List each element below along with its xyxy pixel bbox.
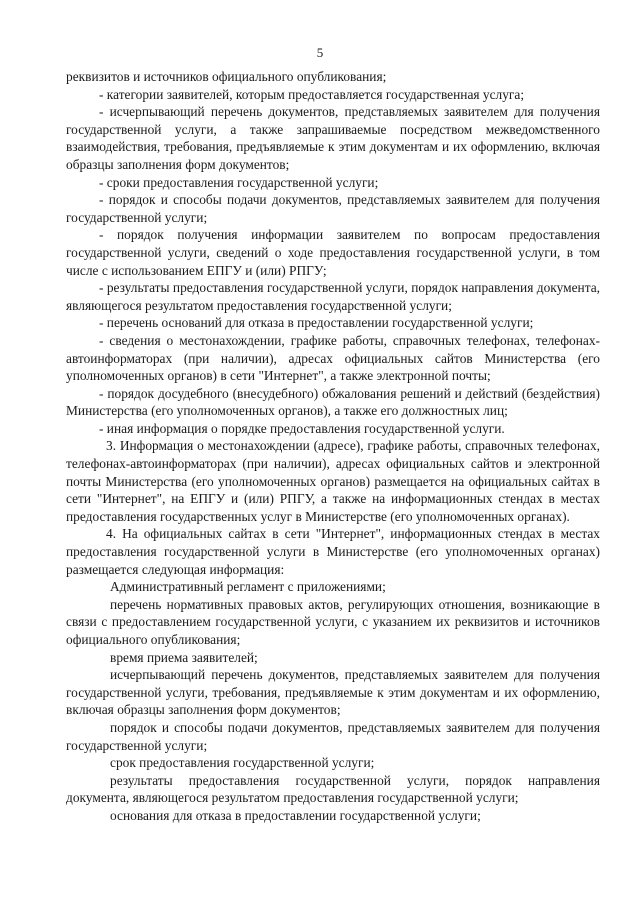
- list-item: - исчерпывающий перечень документов, представляемых заявителем для получения государственной услуги, а также запрашиваемые посредством межведомственного взаимодействия, требования, предъявляемые к этим документам и их оформлению, включая образцы заполнения форм документов;: [66, 104, 600, 172]
- list-item: Административный регламент с приложениями;: [110, 579, 386, 595]
- list-item: исчерпывающий перечень документов, представляемых заявителем для получения государственной услуги, требования, предъявляемые к этим документам и их оформлению, включая образцы заполнения форм документов;: [66, 667, 600, 718]
- list-item: время приема заявителей;: [110, 649, 258, 665]
- list-item: - иная информация о порядке предоставления государственной услуги.: [99, 420, 505, 436]
- numbered-paragraph-4: 4. На официальных сайтах в сети "Интернет", информационных стендах в местах предоставления государственной услуги в Министерстве (его уполномоченных органах) размещается следующая информация:: [66, 526, 600, 577]
- list-item: срок предоставления государственной услуги;: [110, 755, 375, 771]
- list-item: - сведения о местонахождении, графике работы, справочных телефонах, телефонах-автоинформаторах (при наличии), адресах официальных сайтов Министерства (его уполномоченных органов) в сети "Интернет", а также электронной почты;: [66, 332, 600, 384]
- list-item: порядок и способы подачи документов, представляемых заявителем для получения государственной услуги;: [66, 719, 600, 753]
- list-item: - результаты предоставления государственной услуги, порядок направления документа, являющегося результатом предоставления государственной услуги;: [66, 280, 600, 313]
- list-item: - порядок и способы подачи документов, представляемых заявителем для получения государственной услуги;: [66, 192, 600, 225]
- list-item: - порядок получения информации заявителем по вопросам предоставления государственной услуги, сведений о ходе предоставления государственной услуги, в том числе с использованием ЕПГУ и (или) РПГУ;: [66, 227, 600, 278]
- document-body: [66, 68, 600, 825]
- paragraph: реквизитов и источников официального опубликования;: [66, 69, 387, 84]
- list-item: - порядок досудебного (внесудебного) обжалования решений и действий (бездействия) Министерства (его уполномоченных органов), а также его должностных лиц;: [66, 385, 600, 419]
- list-item: - перечень оснований для отказа в предоставлении государственной услуги;: [99, 315, 534, 331]
- list-item: результаты предоставления государственной услуги, порядок направления документа, являющегося результатом предоставления государственной услуги;: [66, 772, 600, 806]
- numbered-paragraph-3: 3. Информация о местонахождении (адресе), графике работы, справочных телефонах, телефонах-автоинформаторах (при наличии), адресах официальных сайтов и электронной почты Министерства (его уполномоченных органов) размещается на официальных сайтах в сети "Интернет", на ЕПГУ и (или) РПГУ, а также на информационных стендах в местах предоставления государственных услуг в Министерстве (его уполномоченных органах).: [66, 438, 600, 524]
- page-number: 5: [316, 45, 324, 60]
- list-item: перечень нормативных правовых актов, регулирующих отношения, возникающие в связи с предоставлением государственной услуги, с указанием их реквизитов и источников официального опубликования;: [66, 596, 600, 647]
- list-item: - категории заявителей, которым предоставляется государственная услуга;: [99, 86, 525, 102]
- list-item: основания для отказа в предоставлении государственной услуги;: [110, 807, 481, 823]
- list-item: - сроки предоставления государственной услуги;: [99, 174, 379, 190]
